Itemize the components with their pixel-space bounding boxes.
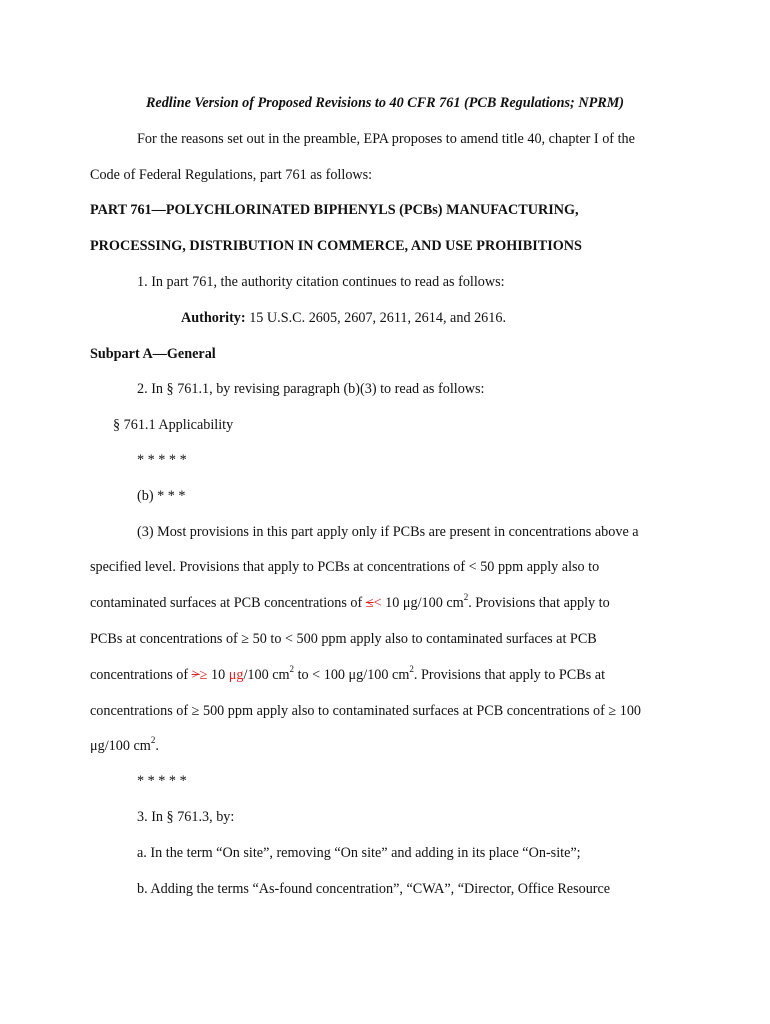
intro-line-2: Code of Federal Regulations, part 761 as follows: — [90, 167, 373, 183]
text-run: 10 μg/100 cm — [381, 595, 464, 611]
omission-stars-2: * * * * * — [137, 773, 187, 789]
text-run: . — [155, 738, 159, 754]
authority-text: 15 U.S.C. 2605, 2607, 2611, 2614, and 2616. — [245, 310, 507, 326]
amendment-item-1: 1. In part 761, the authority citation continues to read as follows: — [137, 274, 505, 290]
section-heading: § 761.1 Applicability — [113, 417, 234, 433]
deleted-text: > — [191, 667, 200, 683]
subpart-heading: Subpart A—General — [90, 346, 216, 362]
document-title: Redline Version of Proposed Revisions to 40 CFR 761 (PCB Regulations; NPRM) — [145, 95, 625, 111]
deleted-text: ≤ — [365, 595, 374, 611]
paragraph-3-line-3 — [90, 594, 770, 612]
part-heading-line-1: PART 761—POLYCHLORINATED BIPHENYLS (PCBs) MANUFACTURING, — [90, 202, 579, 218]
inserted-text: ≥ — [199, 667, 208, 683]
text-run: . Provisions that apply to — [468, 595, 610, 611]
text-run: . Provisions that apply to PCBs at — [413, 667, 606, 683]
part-heading-line-2: PROCESSING, DISTRIBUTION IN COMMERCE, AND USE PROHIBITIONS — [90, 238, 582, 254]
superscript: 2 — [150, 735, 156, 746]
text-run: 10 — [207, 667, 229, 683]
amendment-item-3: 3. In § 761.3, by: — [137, 809, 235, 825]
authority-citation — [181, 309, 770, 327]
paragraph-3-line-5 — [90, 666, 770, 684]
paragraph-3-line-7 — [90, 737, 770, 755]
text-run: /100 cm — [243, 667, 290, 683]
superscript: 2 — [409, 664, 414, 675]
text-run: μg/100 cm — [90, 738, 151, 754]
text-run: to < 100 μg/100 cm — [294, 667, 410, 683]
intro-line-1: For the reasons set out in the preamble, EPA proposes to amend title 40, chapter I of the — [137, 131, 635, 147]
text-run: contaminated surfaces at PCB concentrations of — [90, 595, 366, 611]
paragraph-3-line-1: (3) Most provisions in this part apply only if PCBs are present in concentrations above a — [137, 524, 639, 540]
inserted-text: μg — [228, 667, 244, 683]
amendment-item-3b: b. Adding the terms “As-found concentration”, “CWA”, “Director, Office Resource — [137, 881, 611, 897]
inserted-text: < — [373, 595, 382, 611]
amendment-item-3a: a. In the term “On site”, removing “On site” and adding in its place “On-site”; — [137, 845, 581, 861]
authority-label: Authority: — [181, 310, 246, 326]
paragraph-3-line-6: concentrations of ≥ 500 ppm apply also to contaminated surfaces at PCB concentrations of ≥ 100 — [90, 703, 642, 719]
paragraph-3-line-2: specified level. Provisions that apply to PCBs at concentrations of < 50 ppm apply also to — [90, 559, 600, 575]
text-run: concentrations of — [90, 667, 192, 683]
paragraph-3-line-4: PCBs at concentrations of ≥ 50 to < 500 ppm apply also to contaminated surfaces at PCB — [90, 631, 597, 647]
omission-stars-1: * * * * * — [137, 452, 187, 468]
amendment-item-2: 2. In § 761.1, by revising paragraph (b)(3) to read as follows: — [137, 381, 485, 397]
paragraph-b: (b) * * * — [137, 488, 186, 504]
superscript: 2 — [463, 592, 469, 603]
superscript: 2 — [289, 664, 295, 675]
